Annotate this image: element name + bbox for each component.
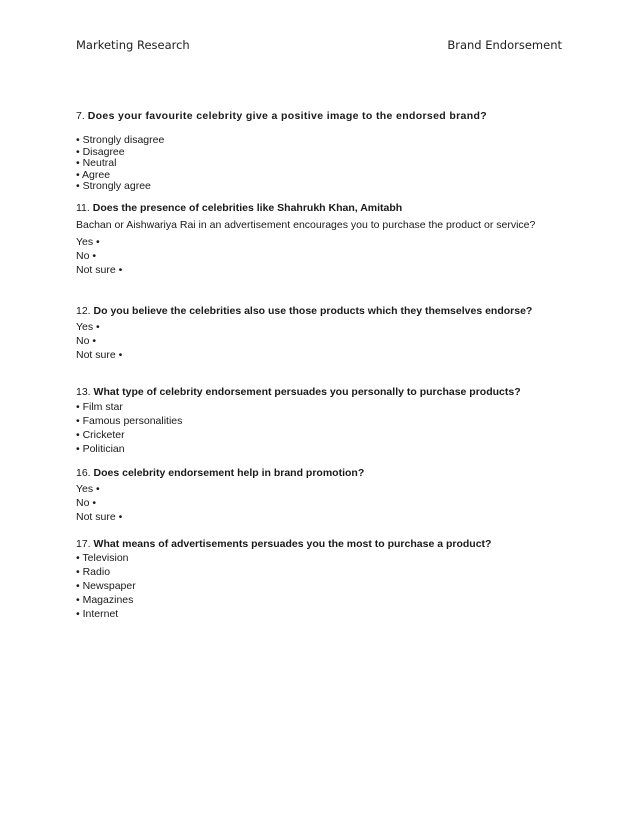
question-title bbox=[76, 201, 556, 215]
question-13 bbox=[76, 385, 556, 456]
option-no: No • bbox=[76, 335, 97, 347]
question-text: What type of celebrity endorsement persuades you personally to purchase products? bbox=[93, 386, 521, 398]
page-header bbox=[76, 38, 562, 54]
question-title bbox=[76, 385, 556, 399]
question-7 bbox=[76, 109, 556, 193]
question-number: 12. bbox=[76, 305, 91, 317]
question-12 bbox=[76, 304, 556, 362]
option-yes: Yes • bbox=[76, 483, 100, 495]
option-radio: • Radio bbox=[76, 566, 111, 578]
option-magazines: • Magazines bbox=[76, 594, 134, 606]
header-left-text: Marketing Research bbox=[76, 38, 190, 52]
option-disagree: • Disagree bbox=[76, 145, 125, 158]
question-text: Does your favourite celebrity give a positive image to the endorsed brand? bbox=[87, 110, 488, 122]
question-number: 11. bbox=[76, 202, 90, 214]
option-cricketer: • Cricketer bbox=[76, 429, 125, 441]
question-subtitle: Bachan or Aishwariya Rai in an advertisement encourages you to purchase the product or service? bbox=[76, 219, 536, 231]
question-16 bbox=[76, 466, 556, 524]
question-text: Does the presence of celebrities like Shahrukh Khan, Amitabh bbox=[92, 202, 403, 214]
question-17 bbox=[76, 537, 556, 621]
option-internet: • Internet bbox=[76, 608, 119, 620]
option-not-sure: Not sure • bbox=[76, 264, 123, 276]
question-number: 13. bbox=[76, 386, 91, 398]
question-text: Does celebrity endorsement help in brand promotion? bbox=[93, 467, 365, 479]
option-strongly-agree: • Strongly agree bbox=[76, 180, 151, 192]
question-text: Do you believe the celebrities also use those products which they themselves endorse? bbox=[93, 305, 533, 317]
question-number: 16. bbox=[76, 467, 91, 479]
question-number: 17. bbox=[76, 538, 91, 550]
option-no: No • bbox=[76, 250, 97, 262]
option-list bbox=[76, 135, 556, 193]
option-agree: • Agree bbox=[76, 168, 111, 181]
option-no: No • bbox=[76, 497, 97, 509]
option-politician: • Politician bbox=[76, 443, 125, 455]
question-title bbox=[76, 304, 556, 318]
question-number: 7. bbox=[76, 110, 85, 122]
option-yes: Yes • bbox=[76, 236, 100, 248]
option-newspaper: • Newspaper bbox=[76, 580, 136, 592]
question-title bbox=[76, 109, 556, 123]
option-film-star: • Film star bbox=[76, 401, 123, 413]
header-right-text: Brand Endorsement bbox=[447, 38, 562, 52]
option-list bbox=[76, 400, 556, 456]
option-neutral: • Neutral bbox=[76, 157, 117, 169]
option-list bbox=[76, 320, 556, 362]
option-not-sure: Not sure • bbox=[76, 511, 123, 523]
question-title bbox=[76, 466, 556, 480]
option-yes: Yes • bbox=[76, 321, 100, 333]
option-television: • Television bbox=[76, 552, 129, 564]
question-11 bbox=[76, 201, 556, 277]
option-list bbox=[76, 235, 556, 277]
question-text: What means of advertisements persuades you the most to purchase a product? bbox=[93, 538, 492, 550]
option-list bbox=[76, 551, 556, 621]
question-title bbox=[76, 537, 556, 551]
option-list bbox=[76, 482, 556, 524]
option-strongly-disagree: • Strongly disagree bbox=[76, 134, 165, 146]
option-famous-personalities: • Famous personalities bbox=[76, 415, 183, 427]
option-not-sure: Not sure • bbox=[76, 349, 123, 361]
